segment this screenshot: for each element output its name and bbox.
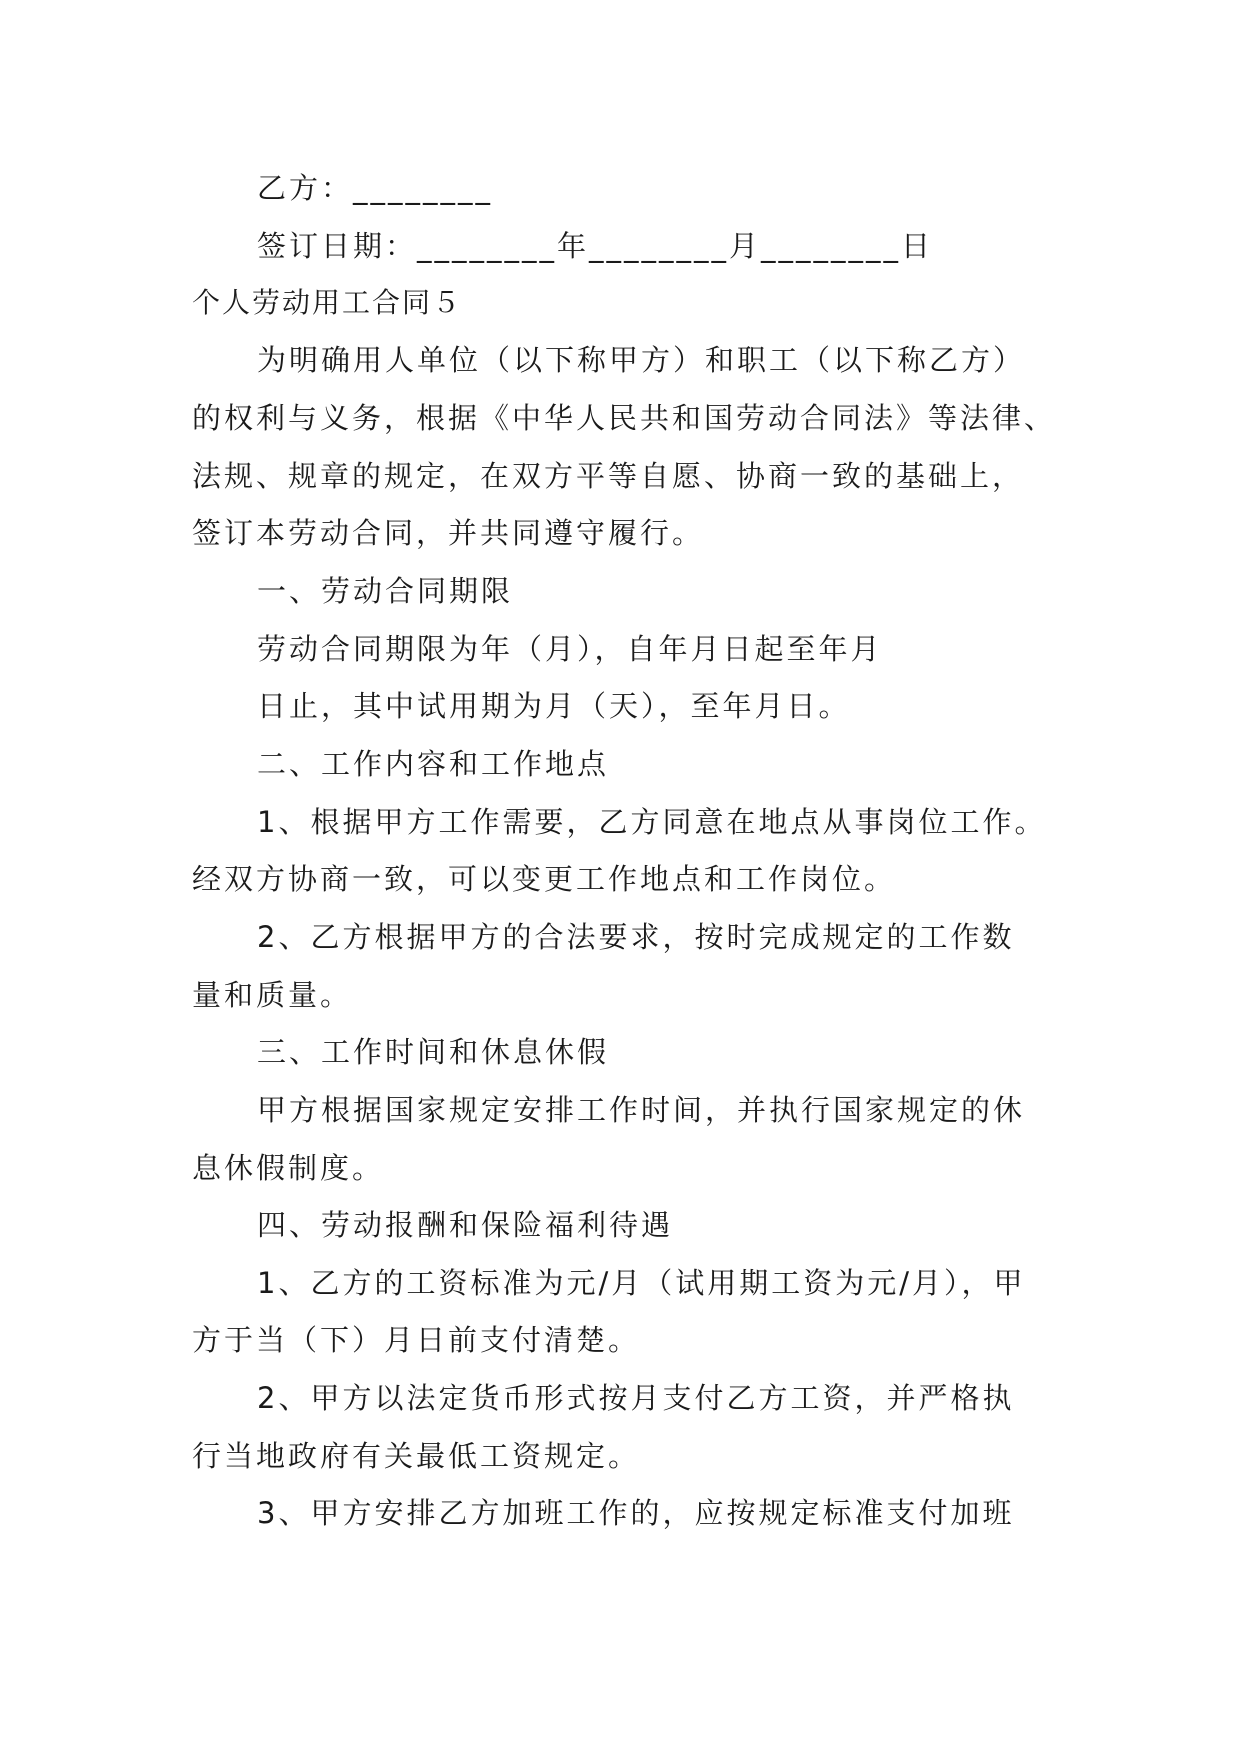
section2-item2-line-2: 量和质量。 — [192, 978, 353, 1012]
section1-line-2: 日止，其中试用期为月（天），至年月日。 — [257, 689, 851, 723]
section4-item2-line-1: 2、甲方以法定货币形式按月支付乙方工资，并严格执 — [257, 1381, 1015, 1415]
section2-item2-line-1: 2、乙方根据甲方的合法要求，按时完成规定的工作数 — [257, 920, 1015, 954]
section3-line-2: 息休假制度。 — [192, 1151, 385, 1185]
contract-title: 个人劳动用工合同５ — [192, 286, 463, 319]
section3-line-1: 甲方根据国家规定安排工作时间，并执行国家规定的休 — [257, 1093, 1026, 1127]
section4-item2-line-2: 行当地政府有关最低工资规定。 — [192, 1439, 641, 1473]
intro-line-3: 法规、规章的规定，在双方平等自愿、协商一致的基础上， — [192, 459, 1025, 493]
section2-item1-line-1: 1、根据甲方工作需要，乙方同意在地点从事岗位工作。 — [257, 805, 1047, 839]
section4-heading: 四、劳动报酬和保险福利待遇 — [257, 1208, 674, 1242]
sign-date-line: 签订日期：________年________月________日 — [257, 229, 934, 263]
section4-item1-line-2: 方于当（下）月日前支付清楚。 — [192, 1323, 641, 1357]
section4-item3-line-1: 3、甲方安排乙方加班工作的，应按规定标准支付加班 — [257, 1496, 1015, 1530]
section4-item1-line-1: 1、乙方的工资标准为元/月（试用期工资为元/月），甲 — [257, 1266, 1026, 1300]
section1-heading: 一、劳动合同期限 — [257, 574, 514, 608]
section2-item1-line-2: 经双方协商一致，可以变更工作地点和工作岗位。 — [192, 862, 897, 896]
section1-line-1: 劳动合同期限为年（月），自年月日起至年月 — [257, 632, 883, 666]
party-b-line: 乙方：________ — [257, 171, 494, 205]
intro-line-1: 为明确用人单位（以下称甲方）和职工（以下称乙方） — [257, 343, 1026, 377]
intro-line-2: 的权利与义务，根据《中华人民共和国劳动合同法》等法律、 — [192, 401, 1057, 435]
section2-heading: 二、工作内容和工作地点 — [257, 747, 610, 781]
intro-line-4: 签订本劳动合同，并共同遵守履行。 — [192, 516, 705, 550]
section3-heading: 三、工作时间和休息休假 — [257, 1035, 610, 1069]
